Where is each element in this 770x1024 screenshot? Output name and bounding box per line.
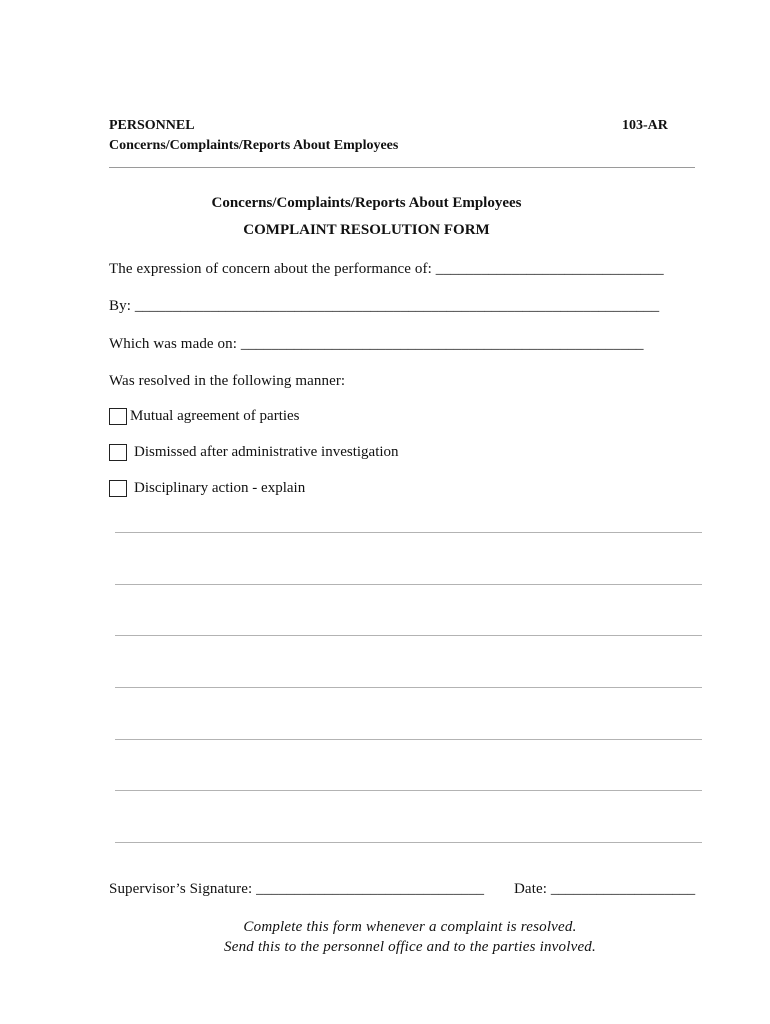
by-field[interactable]: By: _____________________________________________________________________ xyxy=(109,298,660,314)
explain-line[interactable] xyxy=(115,790,702,791)
checkbox-mutual-agreement[interactable] xyxy=(109,408,127,425)
footer-instruction: Complete this form whenever a complaint is resolved. xyxy=(243,919,577,935)
explain-line[interactable] xyxy=(115,584,702,585)
checkbox-disciplinary[interactable] xyxy=(109,480,127,497)
concern-performance-field[interactable]: The expression of concern about the performance of: ______________________________ xyxy=(109,261,664,277)
supervisor-signature-field[interactable]: Supervisor’s Signature: ______________________________ xyxy=(109,881,485,897)
section-title: PERSONNEL xyxy=(109,118,195,133)
option-label: Disciplinary action - explain xyxy=(134,480,306,496)
option-dismissed[interactable] xyxy=(109,444,399,461)
date-field[interactable]: Date: ___________________ xyxy=(514,881,696,897)
explain-line[interactable] xyxy=(115,635,702,636)
form-title: COMPLAINT RESOLUTION FORM xyxy=(243,222,490,238)
header-block xyxy=(109,116,398,156)
explain-line[interactable] xyxy=(115,842,702,843)
policy-code: 103-AR xyxy=(622,118,668,133)
explain-line[interactable] xyxy=(115,532,702,533)
option-disciplinary[interactable] xyxy=(109,480,305,497)
resolution-prompt: Was resolved in the following manner: xyxy=(109,373,346,389)
option-label: Dismissed after administrative investigation xyxy=(134,444,399,460)
header-divider xyxy=(109,167,695,168)
footer-routing: Send this to the personnel office and to the parties involved. xyxy=(224,939,596,955)
option-label: Mutual agreement of parties xyxy=(130,408,300,424)
explain-line[interactable] xyxy=(115,687,702,688)
form-topic: Concerns/Complaints/Reports About Employees xyxy=(211,195,522,211)
checkbox-dismissed[interactable] xyxy=(109,444,127,461)
section-subtitle: Concerns/Complaints/Reports About Employees xyxy=(109,138,399,153)
option-mutual-agreement[interactable] xyxy=(109,408,300,425)
made-on-field[interactable]: Which was made on: _____________________________________________________ xyxy=(109,336,644,352)
explain-line[interactable] xyxy=(115,739,702,740)
